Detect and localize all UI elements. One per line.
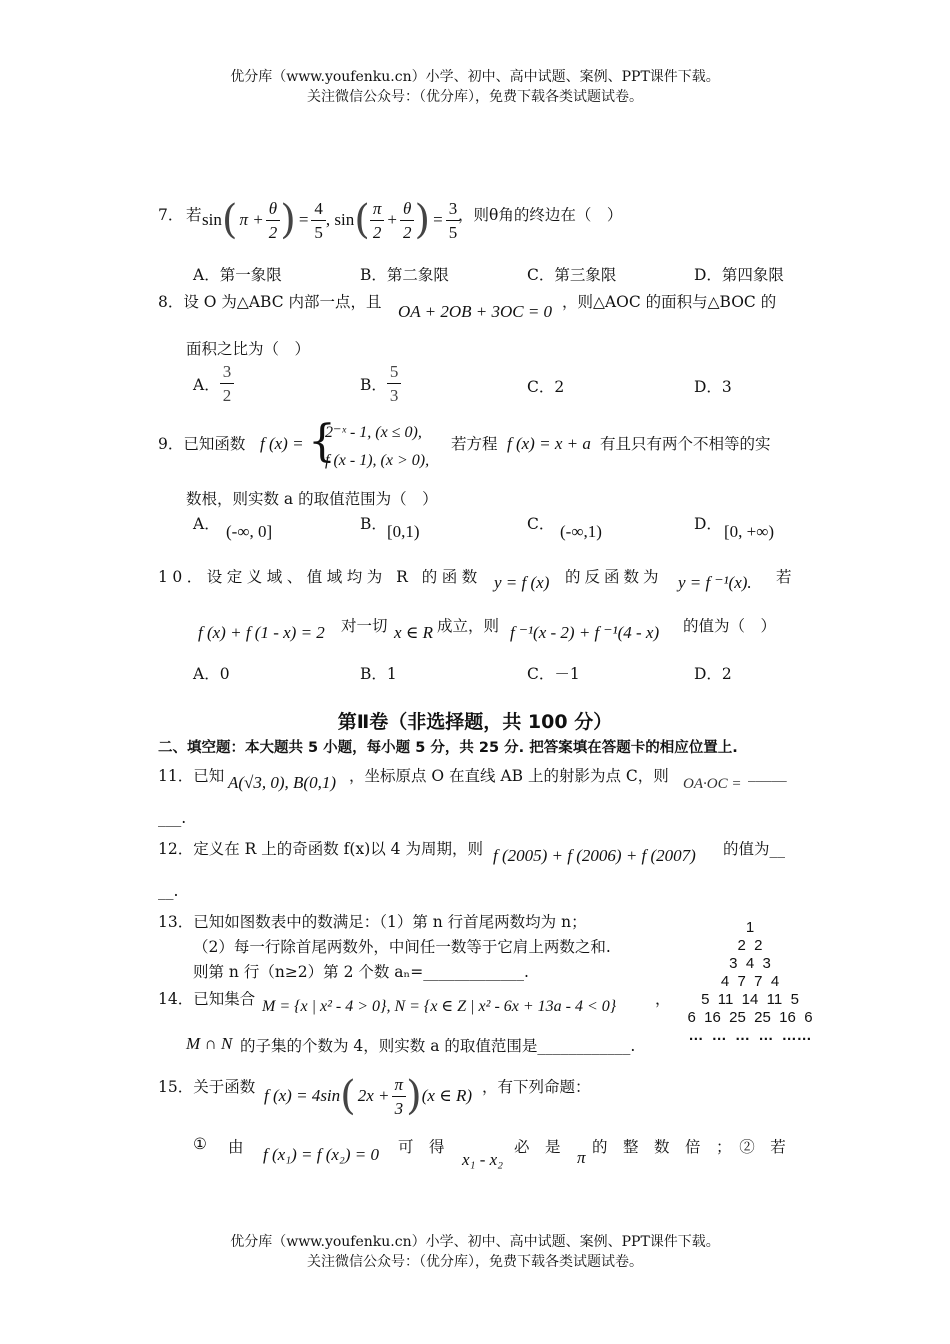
q15-item-1-marker: ① bbox=[193, 1135, 207, 1153]
q15-by: 由 bbox=[228, 1138, 244, 1156]
q7-pi-plus: π + bbox=[239, 210, 264, 229]
q7-option-d: D．第四象限 bbox=[694, 266, 784, 284]
question-15-suffix: ，有下列命题： bbox=[482, 1078, 591, 1096]
question-10-suffix: 若 bbox=[776, 568, 792, 586]
q15-function bbox=[264, 1068, 472, 1124]
q9-option-b: [0,1) bbox=[387, 522, 420, 541]
q9-option-d: [0, +∞) bbox=[724, 522, 775, 541]
q11-points: A(√3, 0), B(0,1) bbox=[228, 773, 336, 792]
question-10-mid: 的反函数为 bbox=[565, 568, 663, 586]
question-10-line-1: 10．设定义域、值域均为 R 的函数 bbox=[158, 568, 482, 586]
triangle-row-2: 2 2 bbox=[737, 937, 763, 954]
q14-comma: ， bbox=[655, 990, 671, 1008]
triangle-row-3: 3 4 3 bbox=[729, 955, 771, 972]
question-9-line-2: 数根，则实数 a 的取值范围为（ ） bbox=[186, 490, 438, 508]
q10-y-fx: y = f (x) bbox=[494, 573, 550, 592]
q7-paren-open-1: ( bbox=[221, 197, 238, 243]
question-14-prefix: 14．已知集合 bbox=[158, 990, 256, 1008]
q12-blank-continued: __. bbox=[158, 882, 179, 900]
q15-must-be: 必 是 bbox=[514, 1138, 561, 1156]
triangle-row-7: … … … … …… bbox=[688, 1027, 812, 1044]
q10-value-of: 的值为（ ） bbox=[683, 617, 777, 635]
q15-pi-over-3: $\frac{\pi}{3}$ bbox=[392, 1076, 407, 1117]
q10-option-c: C．－1 bbox=[527, 665, 580, 683]
q10-option-d: D．2 bbox=[694, 665, 732, 683]
q15-inner: 2x + bbox=[357, 1086, 390, 1105]
q9-option-d-label: D． bbox=[694, 515, 722, 533]
q11-blank-continued: ___. bbox=[158, 809, 187, 827]
q7-option-c: C．第三象限 bbox=[527, 266, 617, 284]
q15-domain: (x ∈ R) bbox=[421, 1086, 473, 1105]
question-13-line-3: 则第 n 行（n≥2）第 2 个数 aₙ=_____________. bbox=[193, 963, 529, 981]
q7-eq-1: = bbox=[298, 210, 309, 229]
q10-option-a: A．0 bbox=[193, 665, 230, 683]
q9-case-2: f (x - 1), (x > 0), bbox=[325, 452, 430, 469]
question-8-line-1: 8．设 O 为△ABC 内部一点，且 bbox=[158, 293, 382, 311]
q7-theta-over-2-b: $\frac{\theta}{2}$ bbox=[400, 200, 415, 241]
q7-paren-close-1: ) bbox=[280, 197, 296, 243]
question-7-number: 7． bbox=[158, 206, 184, 224]
q7-option-b: B．第二象限 bbox=[360, 266, 449, 284]
q7-frac-3-5: $\frac{3}{5}$ bbox=[446, 200, 461, 241]
q9-case-1: 2⁻ˣ - 1, (x ≤ 0), bbox=[325, 424, 422, 441]
q12-sum: f (2005) + f (2006) + f (2007) bbox=[493, 846, 696, 865]
q15-obtain: 可 得 bbox=[398, 1138, 445, 1156]
q8-option-a: A． $\frac{3}{2}$ bbox=[193, 363, 234, 404]
section-title: 第Ⅱ卷（非选择题，共 100 分） bbox=[337, 711, 613, 733]
q15-lhs: f (x) = 4sin bbox=[264, 1086, 341, 1105]
q14-sets: M = {x | x² - 4 > 0}, N = {x ∈ Z | x² - 6x + 13a - 4 < 0} bbox=[262, 998, 617, 1015]
q10-holds: 成立，则 bbox=[437, 617, 500, 635]
triangle-row-6: 6 16 25 25 16 6 bbox=[687, 1009, 813, 1026]
question-7-formula bbox=[202, 192, 460, 248]
q9-option-a-label: A． bbox=[193, 515, 220, 533]
question-9-suffix: 有且只有两个不相等的实 bbox=[600, 435, 771, 453]
question-7-suffix: ，则θ角的终边在（ ） bbox=[458, 206, 623, 224]
header-line-2: 关注微信公众号：（优分库），免费下载各类试题试卷。 bbox=[307, 89, 643, 105]
q15-paren-close: ) bbox=[406, 1073, 422, 1119]
q8-frac-5-3: $\frac{5}{3}$ bbox=[387, 363, 402, 404]
footer-line-1: 优分库（www.youfenku.cn）小学、初中、高中试题、案例、PPT课件下载。 bbox=[230, 1234, 720, 1250]
question-15-prefix: 15．关于函数 bbox=[158, 1078, 256, 1096]
header-line-1: 优分库（www.youfenku.cn）小学、初中、高中试题、案例、PPT课件下载。 bbox=[230, 69, 720, 85]
q9-option-c-label: C． bbox=[527, 515, 555, 533]
q8-option-c: C．2 bbox=[527, 378, 565, 396]
q11-blank: _____ bbox=[748, 764, 787, 782]
question-12-prefix: 12．定义在 R 上的奇函数 f(x)以 4 为周期，则 bbox=[158, 840, 483, 858]
q7-frac-4-5: $\frac{4}{5}$ bbox=[311, 200, 326, 241]
q8-option-d: D．3 bbox=[694, 378, 732, 396]
question-11-mid: ，坐标原点 O 在直线 AB 上的射影为点 C，则 bbox=[349, 767, 669, 785]
q10-inverse: y = f ⁻¹(x). bbox=[678, 573, 752, 592]
q15-difference: x₁ - x₂ bbox=[462, 1150, 504, 1169]
footer-line-2: 关注微信公众号：（优分库），免费下载各类试题试卷。 bbox=[307, 1254, 643, 1270]
question-13-line-2: （2）每一行除首尾两数外，中间任一数等于它肩上两数之和. bbox=[193, 938, 611, 956]
q15-integer-multiple: 的 整 数 倍 ； ② 若 bbox=[592, 1138, 786, 1156]
question-9-line-1: 9．已知函数 bbox=[158, 435, 246, 453]
q14-intersection: M ∩ N bbox=[186, 1034, 233, 1053]
triangle-row-1: 1 bbox=[745, 919, 755, 936]
q7-paren-open-2: ( bbox=[354, 197, 370, 243]
q7-eq-2: = bbox=[433, 210, 443, 229]
triangle-row-4: 4 7 7 4 bbox=[720, 973, 780, 990]
question-14-line-2: 的子集的个数为 4，则实数 a 的取值范围是____________. bbox=[240, 1037, 636, 1055]
question-13-line-1: 13．已知如图数表中的数满足：（1）第 n 行首尾两数均为 n； bbox=[158, 913, 587, 931]
q9-option-c: (-∞,1) bbox=[560, 522, 602, 541]
triangle-row-5: 5 11 14 11 5 bbox=[701, 991, 799, 1008]
q10-x-in-r: x ∈ R bbox=[394, 623, 434, 642]
q10-expression: f ⁻¹(x - 2) + f ⁻¹(4 - x) bbox=[510, 623, 660, 642]
q15-paren-open: ( bbox=[340, 1073, 356, 1119]
q7-sin-1: sin bbox=[202, 210, 222, 229]
q7-theta-over-2-a: $\frac{\theta}{2}$ bbox=[266, 200, 281, 241]
q9-option-a: (-∞, 0] bbox=[226, 522, 273, 541]
question-8-line-1-suffix: ，则△AOC 的面积与△BOC 的 bbox=[562, 293, 777, 311]
q9-option-b-label: B． bbox=[360, 515, 387, 533]
section-description: 二、填空题：本大题共 5 小题，每小题 5 分，共 25 分. 把答案填在答题卡的相应位置上. bbox=[158, 740, 738, 756]
q7-comma-sin: , sin bbox=[325, 210, 355, 229]
question-7-prefix: 若 bbox=[186, 206, 202, 224]
question-11-prefix: 11．已知 bbox=[158, 767, 225, 785]
q9-brace: { bbox=[308, 416, 336, 467]
q7-plus: + bbox=[387, 210, 397, 229]
q10-for-all: 对一切 bbox=[341, 617, 388, 635]
q15-zeros: f (x₁) = f (x₂) = 0 bbox=[263, 1145, 379, 1164]
q8-vector-formula: OA + 2OB + 3OC = 0 bbox=[398, 302, 553, 321]
q15-pi: π bbox=[577, 1148, 586, 1167]
q7-pi-over-2: $\frac{\pi}{2}$ bbox=[370, 200, 385, 241]
q10-option-b: B．1 bbox=[360, 665, 397, 683]
q11-dot-product: OA·OC = bbox=[683, 776, 742, 792]
question-12-suffix: 的值为__ bbox=[723, 840, 786, 858]
q7-paren-close-2: ) bbox=[414, 197, 431, 243]
q9-fx: f (x) = bbox=[260, 434, 304, 453]
q10-functional-eq: f (x) + f (1 - x) = 2 bbox=[198, 623, 325, 642]
q8-option-b: B． $\frac{5}{3}$ bbox=[360, 363, 401, 404]
q7-option-a: A．第一象限 bbox=[193, 266, 282, 284]
q9-equation: f (x) = x + a bbox=[507, 434, 591, 453]
q8-frac-3-2: $\frac{3}{2}$ bbox=[220, 363, 235, 404]
question-9-mid: 若方程 bbox=[451, 435, 498, 453]
question-8-line-2: 面积之比为（ ） bbox=[186, 340, 311, 358]
